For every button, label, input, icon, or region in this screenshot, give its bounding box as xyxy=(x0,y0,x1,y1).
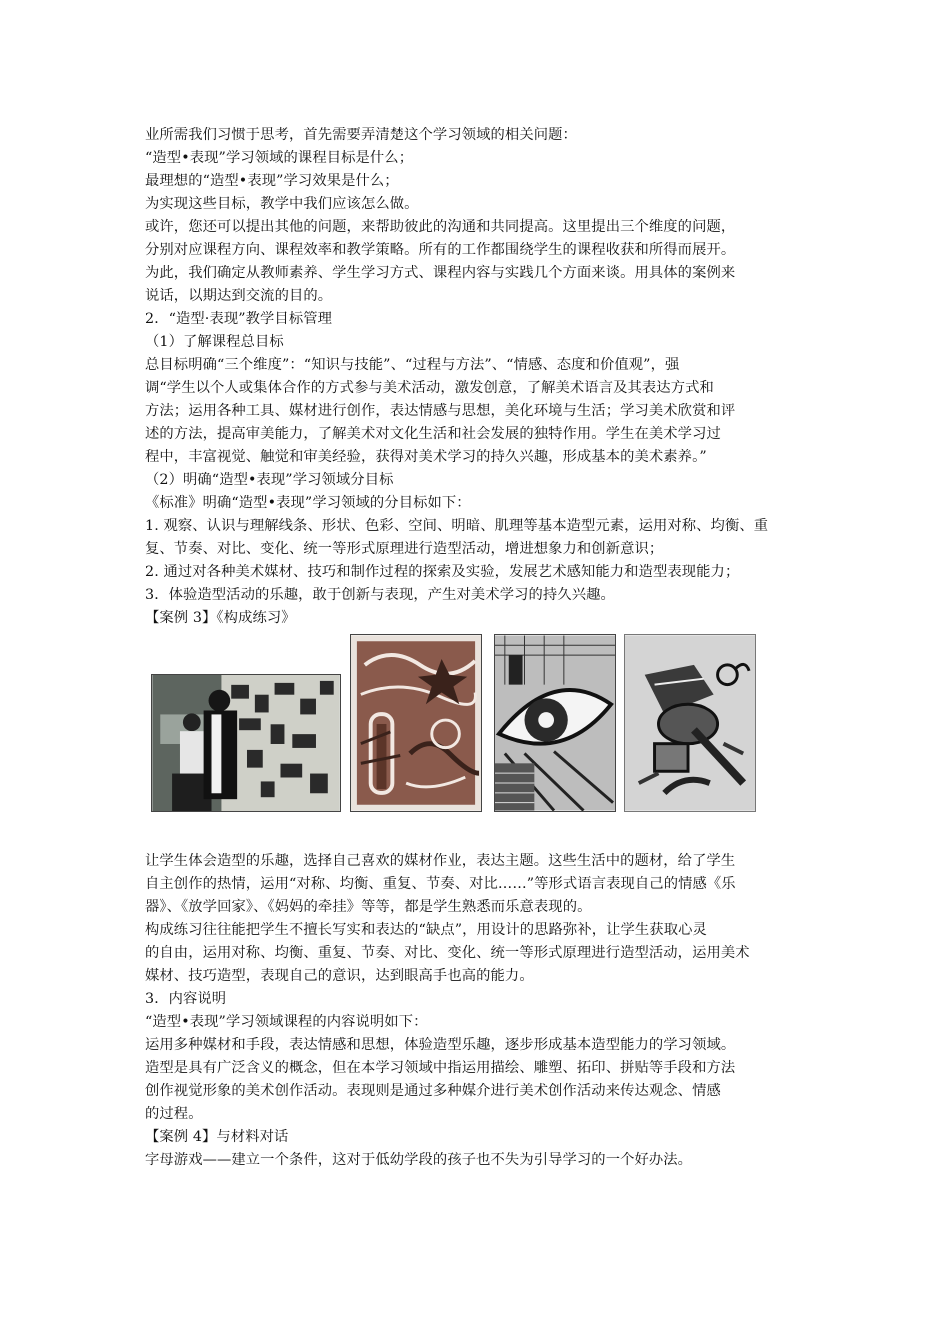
text-line-3: 为实现这些目标，教学中我们应该怎么做。 xyxy=(145,196,419,212)
text-line-7: 说话，以期达到交流的目的。 xyxy=(145,288,333,304)
text-line-10: 总目标明确“三个维度”：“知识与技能”、“过程与方法”、“情感、态度和价值观”，强 xyxy=(145,357,680,373)
text-line-after-10: 创作视觉形象的美术创作活动。表现则是通过多种媒介进行美术创作活动来传达观念、情感 xyxy=(145,1083,721,1099)
document-page xyxy=(145,124,825,1172)
text-line-18: 复、节奏、对比、变化、统一等形式原理进行造型活动，增进想象力和创新意识； xyxy=(145,541,664,557)
text-line-19: 2. 通过对各种美术媒材、技巧和制作过程的探索及实验，发展艺术感知能力和造型表现能力； xyxy=(145,564,740,580)
text-line-after-2: 器》、《放学回家》、《妈妈的牵挂》等等，都是学生熟悉而乐意表现的。 xyxy=(145,899,592,915)
classroom-photo xyxy=(151,674,341,812)
eye-composition-drawing-icon xyxy=(495,635,615,811)
text-block-after-figures xyxy=(145,850,825,1172)
instrument-composition-drawing xyxy=(624,634,756,812)
text-line-after-5: 媒材、技巧造型，表现自己的意识，达到眼高手也高的能力。 xyxy=(145,968,534,984)
text-line-after-9: 造型是具有广泛含义的概念，但在本学习领域中指运用描绘、雕塑、拓印、拼贴等手段和方法 xyxy=(145,1060,736,1076)
text-line-0: 业所需我们习惯于思考，首先需要弄清楚这个学习领域的相关问题： xyxy=(145,127,577,143)
text-line-21: 【案例 3】《构成练习》 xyxy=(145,610,296,626)
text-line-6: 为此，我们确定从教师素养、学生学习方式、课程内容与实践几个方面来谈。用具体的案例来 xyxy=(145,265,736,281)
text-line-4: 或许，您还可以提出其他的问题，来帮助彼此的沟通和共同提高。这里提出三个维度的问题， xyxy=(145,219,736,235)
text-line-after-8: 运用多种媒材和手段，表达情感和思想，体验造型乐趣，逐步形成基本造型能力的学习领域。 xyxy=(145,1037,736,1053)
case-3-figures xyxy=(145,632,825,846)
text-line-20: 3．体验造型活动的乐趣，敢于创新与表现，产生对美术学习的持久兴趣。 xyxy=(145,587,615,603)
instrument-composition-drawing-icon xyxy=(625,635,755,811)
text-line-after-1: 自主创作的热情，运用“对称、均衡、重复、节奏、对比……”等形式语言表现自己的情感《乐 xyxy=(145,876,736,892)
text-line-after-13: 字母游戏——建立一个条件，这对于低幼学段的孩子也不失为引导学习的一个好办法。 xyxy=(145,1152,693,1168)
eye-composition-drawing xyxy=(494,634,616,812)
text-line-11: 调“学生以个人或集体合作的方式参与美术活动，激发创意，了解美术语言及其表达方式和 xyxy=(145,380,714,396)
text-line-after-6: 3．内容说明 xyxy=(145,991,227,1007)
text-line-5: 分别对应课程方向、课程效率和教学策略。所有的工作都围绕学生的课程收获和所得而展开。 xyxy=(145,242,736,258)
text-line-after-12: 【案例 4】与材料对话 xyxy=(145,1129,289,1145)
text-line-13: 述的方法，提高审美能力，了解美术对文化生活和社会发展的独特作用。学生在美术学习过 xyxy=(145,426,721,442)
text-line-2: 最理想的“造型•表现”学习效果是什么； xyxy=(145,173,399,189)
text-line-after-4: 的自由，运用对称、均衡、重复、节奏、对比、变化、统一等形式原理进行造型活动，运用美术 xyxy=(145,945,750,961)
text-line-12: 方法；运用各种工具、媒材进行创作，表达情感与思想，美化环境与生活；学习美术欣赏和评 xyxy=(145,403,736,419)
text-line-16: 《标准》明确“造型•表现”学习领域的分目标如下： xyxy=(145,495,471,511)
text-line-14: 程中，丰富视觉、触觉和审美经验，获得对美术学习的持久兴趣，形成基本的美术素养。” xyxy=(145,449,707,465)
text-line-1: “造型•表现”学习领域的课程目标是什么； xyxy=(145,150,414,166)
text-line-8: 2．“造型·表现”教学目标管理 xyxy=(145,311,333,327)
classroom-photo-icon xyxy=(152,675,340,811)
text-line-after-7: “造型•表现”学习领域课程的内容说明如下： xyxy=(145,1014,428,1030)
text-block-before-figures xyxy=(145,124,825,630)
brown-composition-drawing-icon xyxy=(351,635,481,811)
text-line-17: 1. 观察、认识与理解线条、形状、色彩、空间、明暗、肌理等基本造型元素，运用对称、均衡、重 xyxy=(145,518,769,534)
text-line-after-3: 构成练习往往能把学生不擅长写实和表达的“缺点”，用设计的思路弥补，让学生获取心灵 xyxy=(145,922,707,938)
text-line-9: （1）了解课程总目标 xyxy=(145,334,284,350)
text-line-after-0: 让学生体会造型的乐趣，选择自己喜欢的媒材作业，表达主题。这些生活中的题材，给了学生 xyxy=(145,853,736,869)
text-line-after-11: 的过程。 xyxy=(145,1106,203,1122)
text-line-15: （2）明确“造型•表现”学习领域分目标 xyxy=(145,472,394,488)
brown-composition-drawing xyxy=(350,634,482,812)
